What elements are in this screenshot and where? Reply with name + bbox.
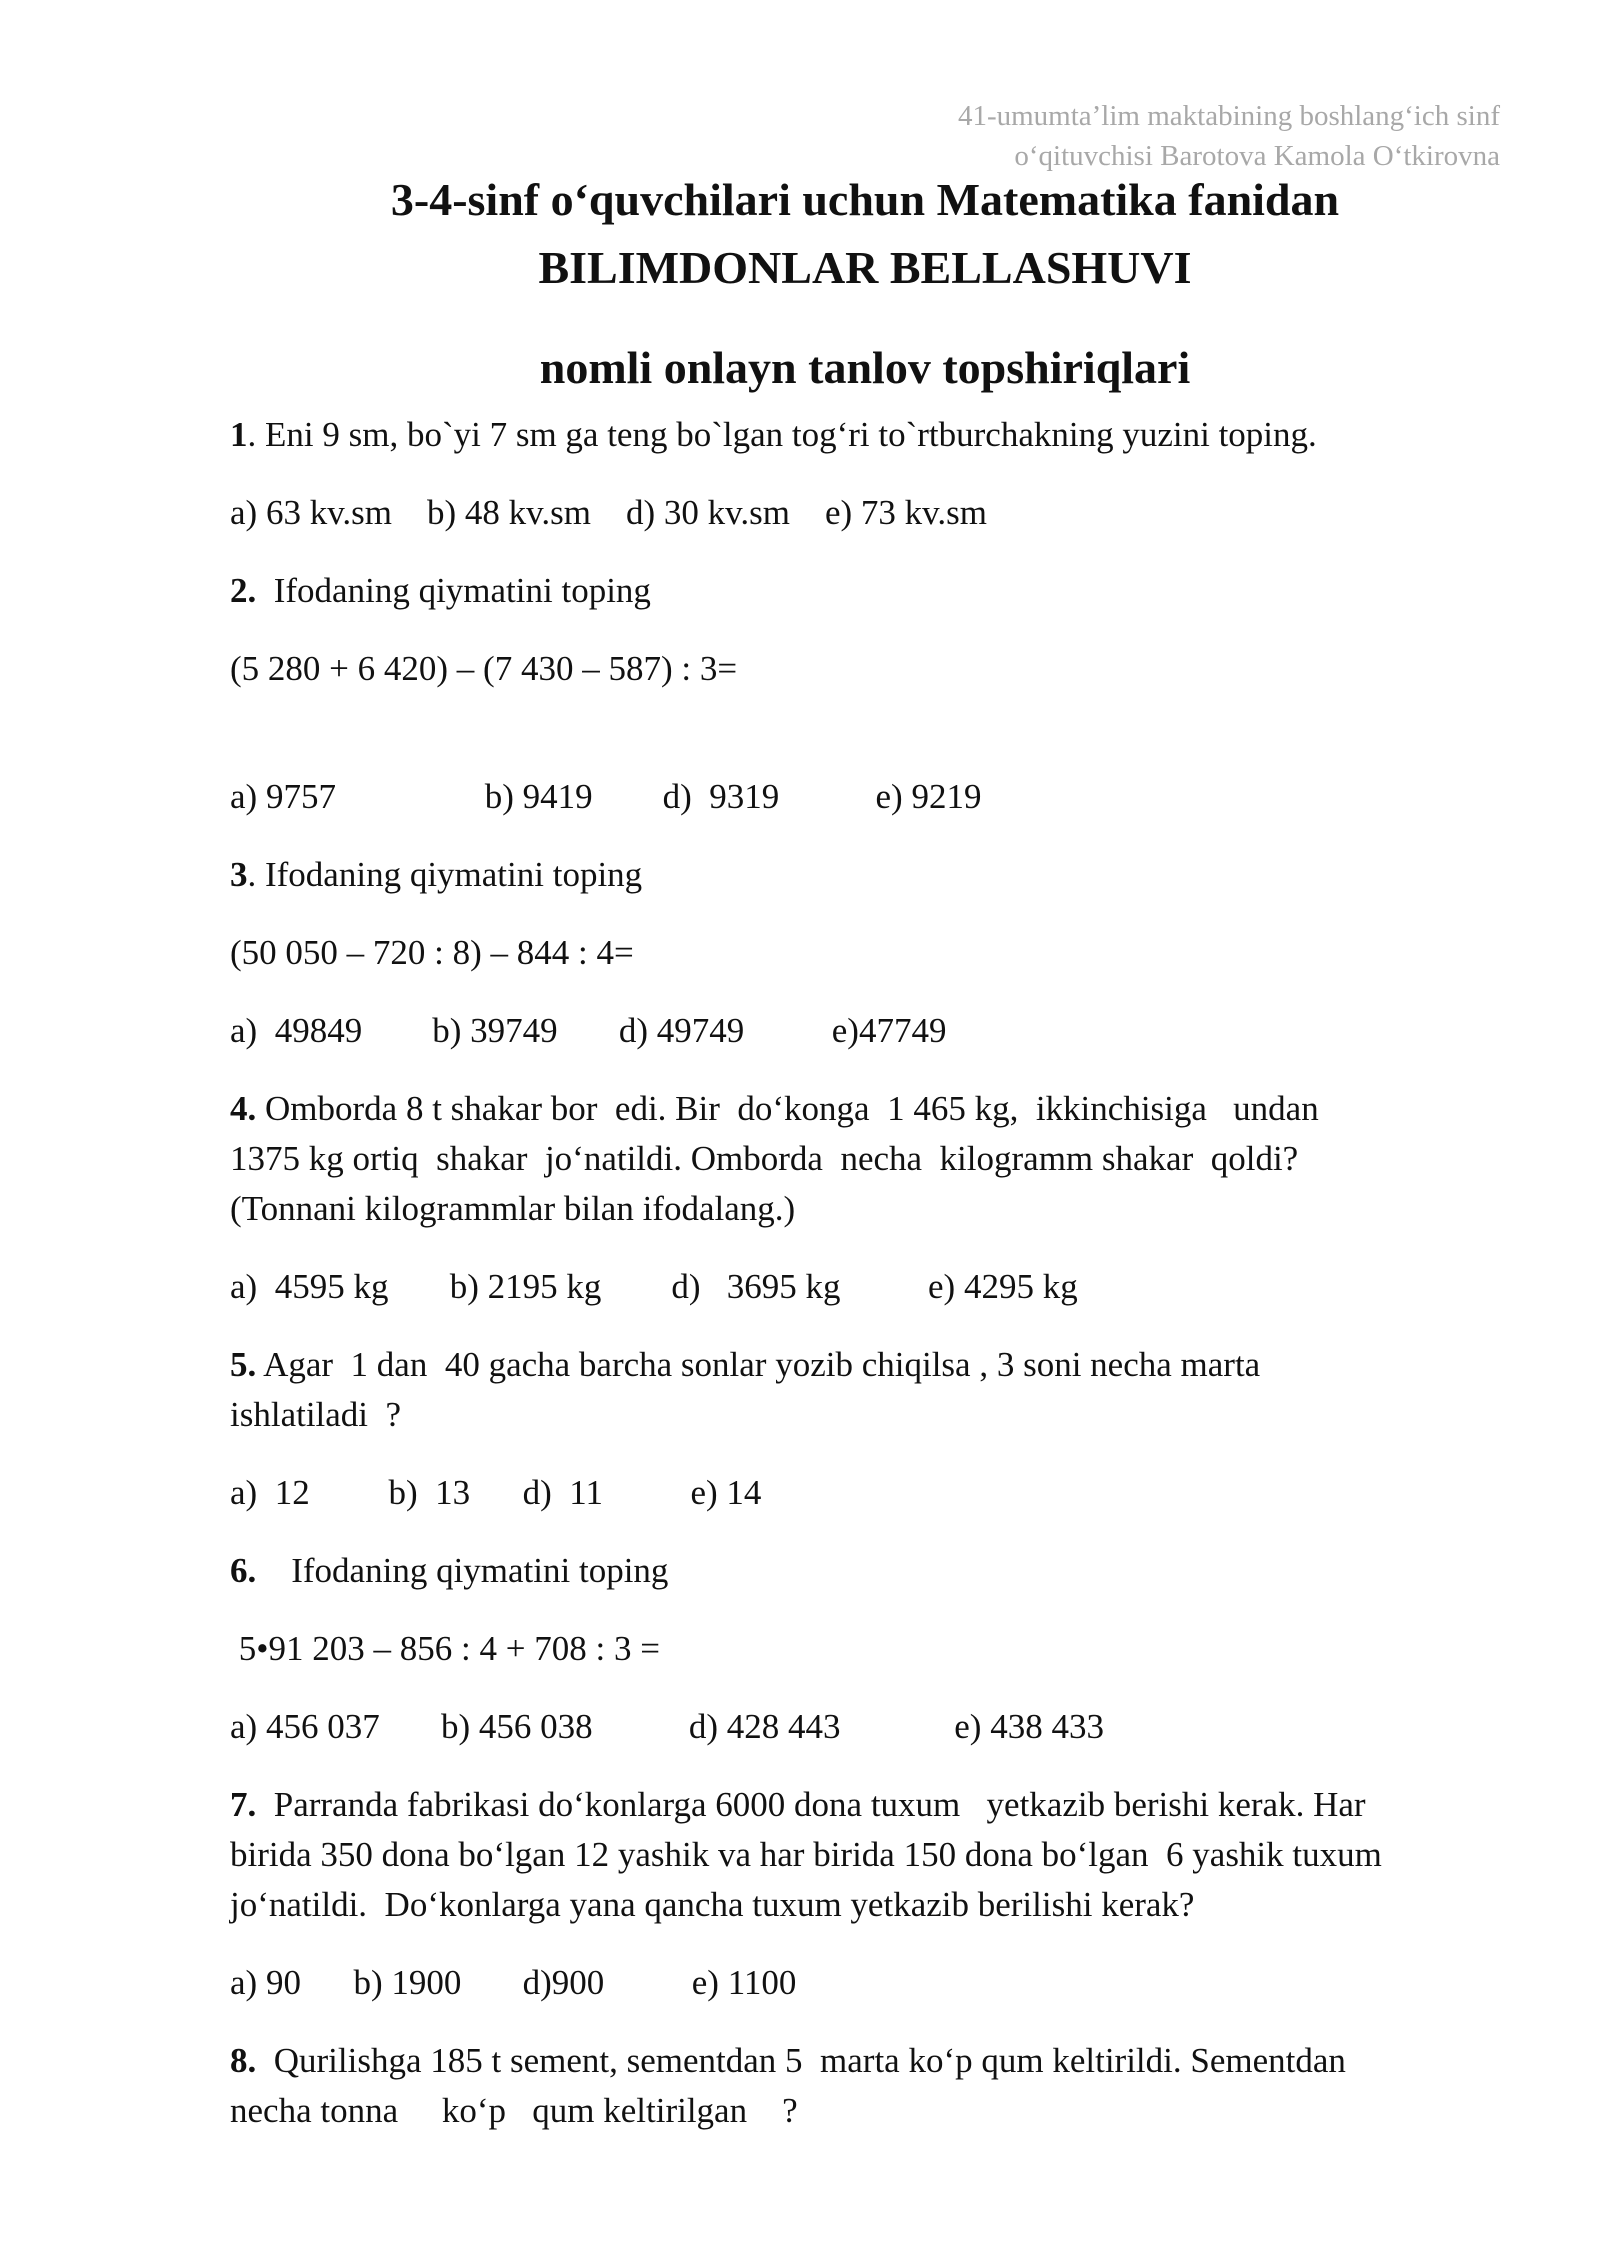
answer-options: a) 90 b) 1900 d)900 e) 1100 xyxy=(230,1963,797,2002)
answer-options: a) 9757 b) 9419 d) 9319 e) 9219 xyxy=(230,777,982,816)
question-body: . Ifodaning qiymatini toping xyxy=(247,855,643,894)
question-body: Parranda fabrikasi do‘konlarga 6000 dona tuxum yetkazib berishi kerak. Har birida 350 dona bo‘lgan 12 yashik va har birida 150 dona bo‘lgan 6 yashik tuxum jo‘natildi. Do‘konlarga yana qancha tuxum yetkazib berilishi kerak? xyxy=(230,1785,1382,1924)
question-2 xyxy=(230,566,1520,822)
answer-options: a) 456 037 b) 456 038 d) 428 443 e) 438 433 xyxy=(230,1707,1104,1746)
question-text xyxy=(230,850,1520,900)
answer-options: a) 12 b) 13 d) 11 e) 14 xyxy=(230,1473,762,1512)
math-expression: (50 050 – 720 : 8) – 844 : 4= xyxy=(230,933,634,972)
questions-list xyxy=(230,410,1520,2164)
question-8 xyxy=(230,2036,1520,2136)
question-number: 2. xyxy=(230,571,257,610)
author-note xyxy=(958,96,1500,176)
author-note-line-1: 41-umumta’lim maktabining boshlang‘ich sinf xyxy=(957,100,1500,132)
math-expression: (5 280 + 6 420) – (7 430 – 587) : 3= xyxy=(230,649,738,688)
question-text xyxy=(230,1546,1520,1596)
author-note-line-2: o‘qituvchisi Barotova Kamola O‘tkirovna xyxy=(1014,140,1500,172)
question-text xyxy=(230,410,1520,460)
question-body: Agar 1 dan 40 gacha barcha sonlar yozib chiqilsa , 3 soni necha marta ishlatiladi ? xyxy=(230,1345,1261,1434)
title-line-1: 3-4-sinf o‘quvchilari uchun Matematika fanidan xyxy=(390,174,1340,225)
document-title xyxy=(0,166,1600,402)
question-6 xyxy=(230,1546,1520,1752)
question-body: . Eni 9 sm, bo`yi 7 sm ga teng bo`lgan tog‘ri to`rtburchakning yuzini toping. xyxy=(247,415,1317,454)
answer-options: a) 63 kv.sm b) 48 kv.sm d) 30 kv.sm e) 73 kv.sm xyxy=(230,493,987,532)
question-text xyxy=(230,566,1520,616)
answer-options: a) 49849 b) 39749 d) 49749 e)47749 xyxy=(230,1011,947,1050)
title-line-2: BILIMDONLAR BELLASHUVI xyxy=(538,242,1192,293)
question-text xyxy=(230,2036,1520,2136)
answer-options: a) 4595 kg b) 2195 kg d) 3695 kg e) 4295 kg xyxy=(230,1267,1078,1306)
title-line-3: nomli onlayn tanlov topshiriqlari xyxy=(539,342,1191,393)
question-number: 8. xyxy=(230,2041,257,2080)
question-7 xyxy=(230,1780,1520,2008)
question-4 xyxy=(230,1084,1520,1312)
question-text xyxy=(230,1084,1520,1234)
question-body: Ifodaning qiymatini toping xyxy=(256,571,651,610)
question-3 xyxy=(230,850,1520,1056)
question-number: 4. xyxy=(230,1089,257,1128)
math-expression: 5•91 203 – 856 : 4 + 708 : 3 = xyxy=(230,1629,660,1668)
question-text xyxy=(230,1780,1520,1930)
question-number: 6. xyxy=(230,1551,257,1590)
question-number: 3 xyxy=(230,855,248,894)
question-body: Qurilishga 185 t sement, sementdan 5 marta ko‘p qum keltirildi. Sementdan necha tonna ko‘p qum keltirilgan ? xyxy=(230,2041,1346,2130)
question-5 xyxy=(230,1340,1520,1518)
question-number: 5. xyxy=(230,1345,257,1384)
question-body: Omborda 8 t shakar bor edi. Bir do‘konga 1 465 kg, ikkinchisiga undan 1375 kg ortiq shakar jo‘natildi. Omborda necha kilogramm shakar qoldi? (Tonnani kilogrammlar bilan ifodalang.) xyxy=(230,1089,1319,1228)
question-text xyxy=(230,1340,1520,1440)
question-number: 7. xyxy=(230,1785,257,1824)
question-1 xyxy=(230,410,1520,538)
question-body: Ifodaning qiymatini toping xyxy=(256,1551,669,1590)
question-number: 1 xyxy=(230,415,248,454)
